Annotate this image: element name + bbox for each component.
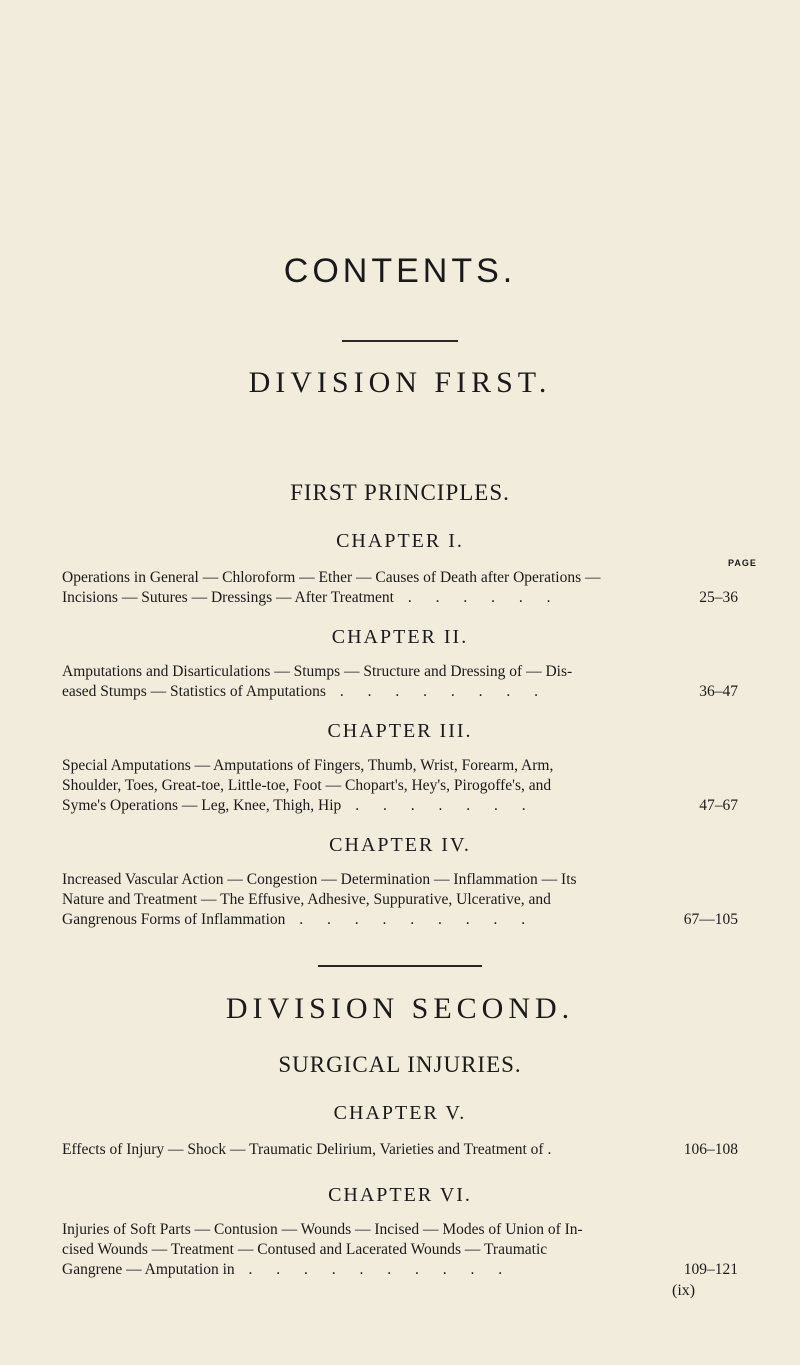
chapter-heading: CHAPTER III. <box>327 720 473 742</box>
page-range: 67—105 <box>683 911 738 928</box>
page-number: (ix) <box>672 1282 696 1299</box>
entry-line: Effects of Injury — Shock — Traumatic Delirium, Varieties and Treatment of . 106–108 <box>62 1141 738 1158</box>
entry-line: Nature and Treatment — The Effusive, Adhesive, Suppurative, Ulcerative, and <box>62 891 551 908</box>
toc-entry[interactable] <box>62 662 738 702</box>
divider <box>318 965 482 967</box>
page-title: CONTENTS. <box>283 252 517 290</box>
division-title: DIVISION FIRST. <box>248 366 552 399</box>
page-range: 106–108 <box>683 1141 738 1158</box>
toc-entry[interactable] <box>62 1140 738 1160</box>
entry-line: Amputations and Disarticulations — Stumps — Structure and Dressing of — Dis- <box>62 663 573 680</box>
chapter-heading: CHAPTER V. <box>333 1102 467 1124</box>
toc-entry[interactable] <box>62 568 738 608</box>
chapter-heading: CHAPTER I. <box>336 530 464 552</box>
division-title: DIVISION SECOND. <box>225 992 575 1025</box>
page-range: 25–36 <box>699 589 738 606</box>
entry-line: Shoulder, Toes, Great-toe, Little-toe, Foot — Chopart's, Hey's, Pirogoffe's, and <box>62 777 552 794</box>
toc-entry[interactable] <box>62 870 738 930</box>
chapter-heading: CHAPTER VI. <box>328 1184 472 1206</box>
page-range: 109–121 <box>683 1261 738 1278</box>
entry-line: Gangrene — Amputation in . . . . . . . . . . 109–121 <box>62 1261 738 1278</box>
toc-entry[interactable] <box>62 756 738 816</box>
entry-line: Injuries of Soft Parts — Contusion — Wounds — Incised — Modes of Union of In- <box>62 1221 583 1238</box>
entry-line: Incisions — Sutures — Dressings — After Treatment . . . . . . 25–36 <box>62 589 738 606</box>
entry-line: Increased Vascular Action — Congestion — Determination — Inflammation — Its <box>62 871 577 888</box>
divider <box>342 340 458 342</box>
entry-line: cised Wounds — Treatment — Contused and Lacerated Wounds — Traumatic <box>62 1241 548 1258</box>
division-subtitle: SURGICAL INJURIES. <box>278 1052 522 1077</box>
entry-line: eased Stumps — Statistics of Amputations . . . . . . . . 36–47 <box>62 683 738 700</box>
entry-line: Gangrenous Forms of Inflammation . . . . . . . . . 67—105 <box>62 911 738 928</box>
page-range: 47–67 <box>699 797 738 814</box>
entry-line: Operations in General — Chloroform — Ether — Causes of Death after Operations — <box>62 569 601 586</box>
entry-line: Special Amputations — Amputations of Fingers, Thumb, Wrist, Forearm, Arm, <box>62 757 554 774</box>
chapter-heading: CHAPTER IV. <box>329 834 471 856</box>
chapter-heading: CHAPTER II. <box>331 626 469 648</box>
page-range: 36–47 <box>699 683 738 700</box>
toc-entry[interactable] <box>62 1220 738 1280</box>
division-subtitle: FIRST PRINCIPLES. <box>290 480 510 505</box>
entry-line: Syme's Operations — Leg, Knee, Thigh, Hip . . . . . . . 47–67 <box>62 797 738 814</box>
page-column-label: PAGE <box>728 558 757 568</box>
